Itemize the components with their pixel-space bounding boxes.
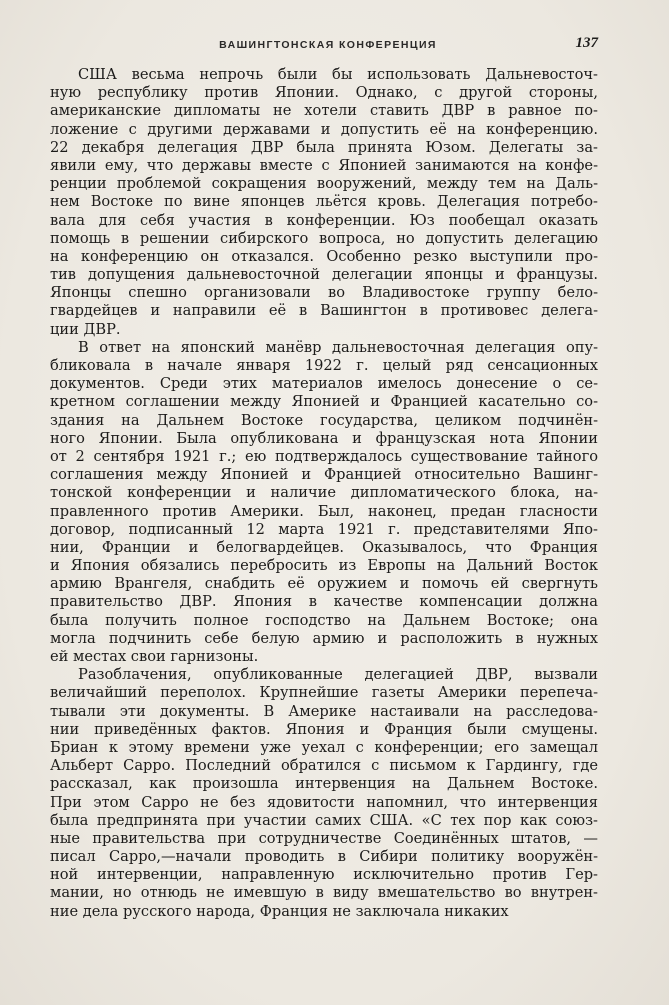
text-line: В ответ на японский манёвр дальневосточная делегация опу- — [78, 338, 598, 356]
text-line: тывали эти документы. В Америке настаивали на расследова- — [50, 702, 598, 720]
text-line: на конференцию он отказался. Особенно резко выступили про- — [50, 247, 598, 265]
text-line: Японцы спешно организовали во Владивостоке группу бело- — [50, 284, 598, 302]
text-line: ные правительства при сотрудничестве Соединённых штатов, — — [50, 829, 598, 847]
text-line: от 2 сентября 1921 г.; ею подтверждалось существование тайного — [50, 447, 598, 465]
body-text — [50, 66, 598, 921]
text-line: ние дела русского народа, Франция не заключала никаких — [50, 902, 509, 920]
text-line: была предпринята при участии самих США. «С тех пор как союз- — [50, 811, 598, 829]
text-line: 22 декабря делегация ДВР была принята Юзом. Делегаты за- — [50, 138, 598, 156]
text-line: кретном соглашении между Японией и Францией касательно со- — [50, 393, 598, 411]
text-line: документов. Среди этих материалов имелось донесение о се- — [50, 375, 598, 393]
text-line: При этом Сарро не без ядовитости напомнил, что интервенция — [50, 793, 598, 811]
text-line: величайший переполох. Крупнейшие газеты Америки перепеча- — [50, 684, 598, 702]
text-line: гвардейцев и направили её в Вашингтон в противовес делега- — [50, 302, 598, 320]
text-line: Бриан к этому времени уже уехал с конференции; его замещал — [50, 738, 598, 756]
text-line: Альберт Сарро. Последний обратился с письмом к Гардингу, где — [50, 757, 598, 775]
paragraph — [50, 339, 598, 666]
text-line: ложение с другими державами и допустить её на конференцию. — [50, 120, 598, 138]
text-line: договор, подписанный 12 марта 1921 г. представителями Япо- — [50, 520, 598, 538]
text-line: нем Востоке по вине японцев льётся кровь. Делегация потребо- — [50, 193, 598, 211]
text-line: помощь в решении сибирского вопроса, но допустить делегацию — [50, 229, 598, 247]
text-line: ной интервенции, направленную исключительно против Гер- — [50, 866, 598, 884]
text-line: и Япония обязались перебросить из Европы на Дальний Восток — [50, 557, 598, 575]
text-line: правленного против Америки. Был, наконец, предан гласности — [50, 502, 598, 520]
text-line: ции ДВР. — [50, 320, 121, 338]
text-line: здания на Дальнем Востоке государства, целиком подчинён- — [50, 411, 598, 429]
text-line: нии приведённых фактов. Япония и Франция были смущены. — [50, 720, 598, 738]
text-line: тонской конференции и наличие дипломатического блока, на- — [50, 484, 598, 502]
paragraph — [50, 666, 598, 921]
text-line: вала для себя участия в конференции. Юз пообещал оказать — [50, 211, 598, 229]
text-line: ного Японии. Была опубликована и французская нота Японии — [50, 429, 598, 447]
text-line: американские дипломаты не хотели ставить ДВР в равное по- — [50, 102, 598, 120]
text-line: ренции проблемой сокращения вооружений, между тем на Даль- — [50, 175, 598, 193]
text-line: Разоблачения, опубликованные делегацией ДВР, вызвали — [78, 666, 598, 684]
text-line: тив допущения дальневосточной делегации японцы и французы. — [50, 266, 598, 284]
text-line: мании, но отнюдь не имевшую в виду вмешательство во внутрен- — [50, 884, 598, 902]
text-line: США весьма непрочь были бы использовать Дальневосточ- — [78, 66, 598, 83]
text-line: была получить полное господство на Дальнем Востоке; она — [50, 611, 598, 629]
text-line: писал Сарро,—начали проводить в Сибири политику вооружён- — [50, 848, 598, 866]
text-line: правительство ДВР. Япония в качестве компенсации должна — [50, 593, 598, 611]
running-header-title: ВАШИНГТОНСКАЯ КОНФЕРЕНЦИЯ — [219, 39, 437, 51]
running-header — [58, 36, 598, 58]
text-line: армию Врангеля, снабдить её оружием и помочь ей свергнуть — [50, 575, 598, 593]
page-number: 137 — [575, 35, 598, 51]
text-line: рассказал, как произошла интервенция на Дальнем Востоке. — [50, 775, 598, 793]
text-line: ей местах свои гарнизоны. — [50, 648, 259, 665]
text-line: могла подчинить себе белую армию и расположить в нужных — [50, 629, 598, 647]
text-line: нии, Франции и белогвардейцев. Оказывалось, что Франция — [50, 538, 598, 556]
text-line: явили ему, что державы вместе с Японией занимаются на конфе- — [50, 156, 598, 174]
text-line: соглашения между Японией и Францией относительно Вашинг- — [50, 466, 598, 484]
text-line: бликовала в начале января 1922 г. целый ряд сенсационных — [50, 357, 598, 374]
text-line: ную республику против Японии. Однако, с другой стороны, — [50, 84, 598, 102]
paragraph — [50, 66, 598, 339]
